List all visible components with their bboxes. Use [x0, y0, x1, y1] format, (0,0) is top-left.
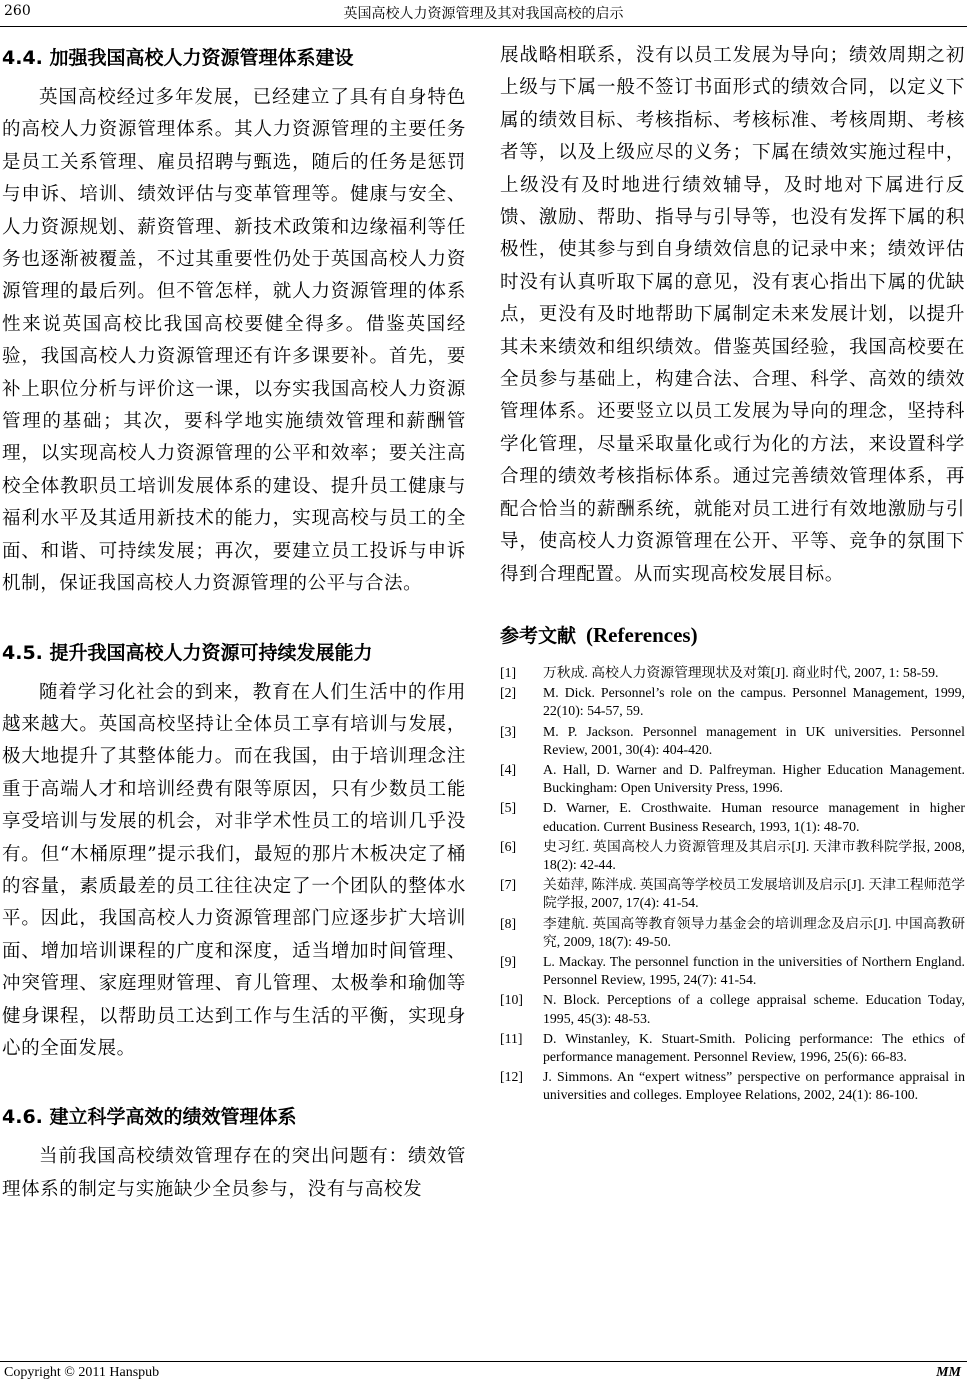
reference-item [500, 684, 965, 720]
references-heading-en: (References) [586, 622, 698, 647]
reference-text: J. Simmons. An “expert witness” perspective on performance appraisal in universities and colleges. Employee Relations, 2002, 24(1): 86-100. [543, 1069, 965, 1103]
reference-text: 李建航. 英国高等教育领导力基金会的培训理念及启示[J]. 中国高教研究, 2009, 18(7): 49-50. [543, 915, 965, 949]
reference-text: N. Block. Perceptions of a college appraisal scheme. Education Today, 1995, 45(3): 48-53. [543, 992, 965, 1026]
reference-item [500, 838, 965, 874]
reference-item [500, 723, 965, 759]
references-heading [500, 621, 965, 650]
reference-text: 史习红. 英国高校人力资源管理及其启示[J]. 天津市教科院学报, 2008, 18(2): 42-44. [543, 838, 965, 872]
reference-number: [10] [500, 992, 523, 1008]
reference-item [500, 664, 965, 682]
reference-number: [8] [500, 915, 517, 931]
reference-item [500, 915, 965, 951]
reference-number: [3] [500, 723, 517, 739]
reference-item [500, 1068, 965, 1104]
paragraph-4-5: 随着学习化社会的到来，教育在人们生活中的作用越来越大。英国高校坚持让全体员工享有培训与发展，极大地提升了其整体能力。而在我国，由于培训理念注重于高端人才和培训经费有限等原因，只有少数员工能享受培训与发展的机会，对非学术性员工的培训几乎没有。但“木桶原理”提示我们，最短的那片木板决定了桶的容量，素质最差的员工往往决定了一个团队的整体水平。因此，我国高校人力资源管理部门应逐步扩大培训面、增加培训课程的广度和深度，适当增加时间管理、冲突管理、家庭理财管理、育儿管理、太极拳和瑜伽等健身课程，以帮助员工达到工作与生活的平衡，实现身心的全面发展。 [2, 681, 466, 1059]
reference-text: M. Dick. Personnel’s role on the campus. Personnel Management, 1999, 22(10): 54-57, 59. [543, 685, 965, 719]
reference-item [500, 991, 965, 1027]
section-title-4-6: 4.6. 建立科学高效的绩效管理体系 [2, 1106, 297, 1129]
reference-number: [5] [500, 800, 517, 816]
reference-text: M. P. Jackson. Personnel management in UK universities. Personnel Review, 2001, 30(4): 404-420. [543, 723, 965, 757]
reference-number: [4] [500, 761, 517, 777]
reference-number: [2] [500, 685, 517, 701]
reference-text: L. Mackay. The personnel function in the universities of Northern England. Personnel Review, 1995, 24(7): 41-54. [543, 953, 965, 988]
reference-text: A. Hall, D. Warner and D. Palfreyman. Higher Education Management. Buckingham: Open University Press, 1996. [543, 761, 965, 796]
references-heading-cn: 参考文献 [500, 624, 577, 647]
reference-item [500, 799, 965, 835]
reference-number: [12] [500, 1069, 523, 1085]
right-column [500, 44, 965, 1107]
page-header [0, 0, 967, 27]
reference-number: [6] [500, 838, 517, 854]
paragraph-4-6-continued: 展战略相联系，没有以员工发展为导向；绩效周期之初上级与下属一般不签订书面形式的绩效合同，以定义下属的绩效目标、考核指标、考核标准、考核周期、考核者等，以及上级应尽的义务；下属在绩效实施过程中，上级没有及时地进行绩效辅导，及时地对下属进行反馈、激励、帮助、指导与引导等，也没有发挥下属的积极性，使其参与到自身绩效信息的记录中来；绩效评估时没有认真听取下属的意见，没有衷心指出下属的优缺点，更没有及时地帮助下属制定未来发展计划，以提升其未来绩效和组织绩效。借鉴英国经验，我国高校要在全员参与基础上，构建合法、合理、科学、高效的绩效管理体系。还要竖立以员工发展为导向的理念，坚持科学化管理，尽量采取量化或行为化的方法，来设置科学合理的绩效考核指标体系。通过完善绩效管理体系，再配合恰当的薪酬系统，就能对员工进行有效地激励与引导，使高校人力资源管理在公开、平等、竞争的氛围下得到合理配置。从而实现高校发展目标。 [500, 45, 965, 585]
reference-item [500, 953, 965, 989]
reference-text: 万秋成. 高校人力资源管理现状及对策[J]. 商业时代, 2007, 1: 58-59. [543, 664, 939, 680]
reference-list [500, 664, 965, 1105]
reference-number: [7] [500, 877, 517, 893]
reference-item [500, 1030, 965, 1066]
page-footer [0, 1361, 967, 1386]
copyright-notice: Copyright © 2011 Hanspub [4, 1365, 160, 1380]
reference-number: [9] [500, 953, 517, 969]
reference-item [500, 876, 965, 912]
page-number: 260 [4, 3, 31, 19]
reference-item [500, 761, 965, 797]
reference-number: [1] [500, 664, 517, 680]
section-title-4-4: 4.4. 加强我国高校人力资源管理体系建设 [2, 47, 354, 69]
section-title-4-5: 4.5. 提升我国高校人力资源可持续发展能力 [2, 641, 373, 664]
reference-text: 关茹萍, 陈泮成. 英国高等学校员工发展培训及启示[J]. 天津工程师范学院学报, 2007, 17(4): 41-54. [543, 877, 965, 911]
reference-text: D. Warner, E. Crosthwaite. Human resource management in higher education. Current Business Research, 1993, 1(1): 48-70. [543, 800, 965, 834]
paragraph-4-4: 英国高校经过多年发展，已经建立了具有自身特色的高校人力资源管理体系。其人力资源管理的主要任务是员工关系管理、雇员招聘与甄选，随后的任务是惩罚与申诉、培训、绩效评估与变革管理等。健康与安全、人力资源规划、薪资管理、新技术政策和边缘福利等任务也逐渐被覆盖，不过其重要性仍处于英国高校人力资源管理的最后列。但不管怎样，就人力资源管理的体系性来说英国高校比我国高校要健全得多。借鉴英国经验，我国高校人力资源管理还有许多课要补。首先，要补上职位分析与评价这一课，以夯实我国高校人力资源管理的基础；其次，要科学地实施绩效管理和薪酬管理，以实现高校人力资源管理的公平和效率；要关注高校全体教职员工培训发展体系的建设、提升员工健康与福利水平及其适用新技术的能力，实现高校与员工的全面、和谐、可持续发展；再次，要建立员工投诉与申诉机制，保证我国高校人力资源管理的公平与合法。 [2, 87, 466, 595]
reference-number: [11] [500, 1030, 523, 1046]
running-title: 英国高校人力资源管理及其对我国高校的启示 [343, 6, 624, 22]
paragraph-4-6: 当前我国高校绩效管理存在的突出问题有：绩效管理体系的制定与实施缺少全员参与，没有与高校发 [2, 1146, 466, 1200]
left-column [2, 44, 466, 1206]
journal-abbreviation: MM [936, 1365, 961, 1380]
reference-text: D. Winstanley, K. Stuart-Smith. Policing performance: The ethics of performance management. Personnel Review, 1996, 25(6): 66-83. [543, 1030, 965, 1064]
